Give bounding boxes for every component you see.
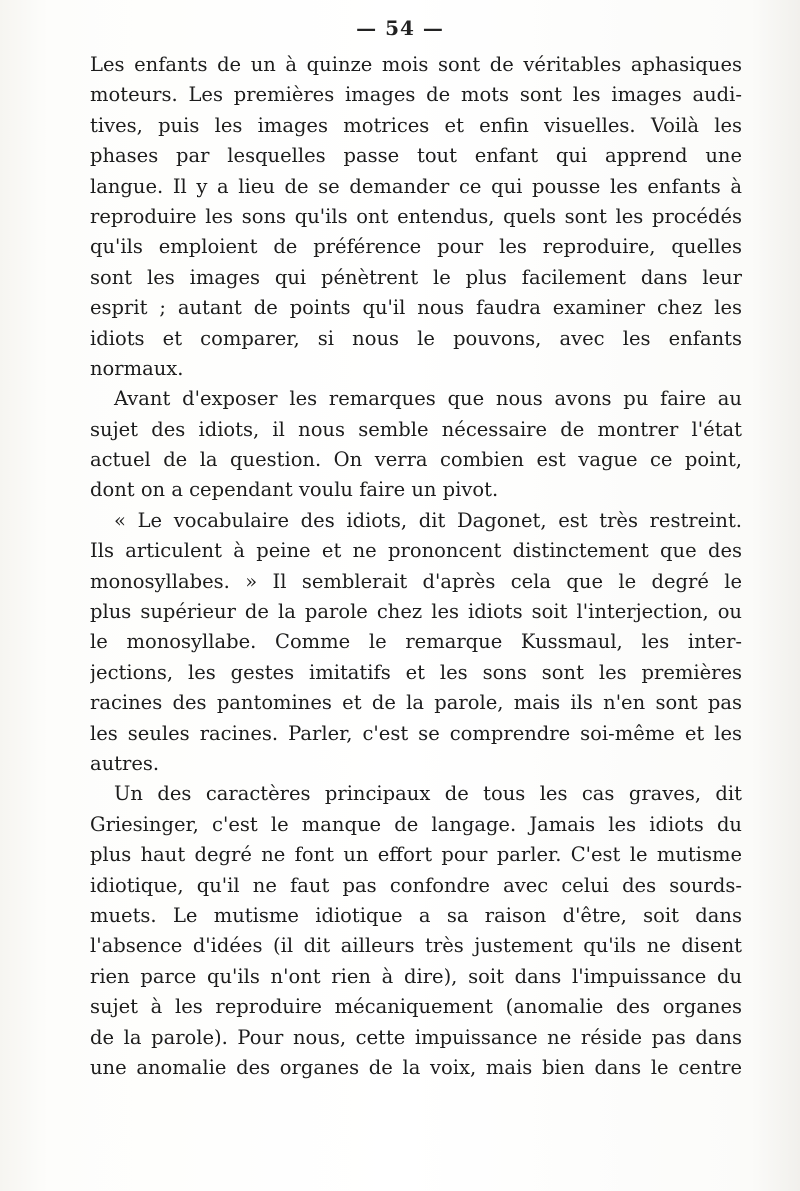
text-line: qu'ils emploient de préférence pour les reproduire, quelles	[90, 235, 742, 259]
text-line: de la parole). Pour nous, cette impuissance ne réside pas dans	[90, 1025, 742, 1049]
text-line: Avant d'exposer les remarques que nous avons pu faire au	[114, 387, 742, 411]
text-line: langue. Il y a lieu de se demander ce qui pousse les enfants à	[90, 174, 742, 198]
text-line: normaux.	[90, 356, 184, 380]
text-line: plus supérieur de la parole chez les idiots soit l'interjection, ou	[90, 600, 742, 624]
text-line: Un des caractères principaux de tous les cas graves, dit	[114, 782, 742, 806]
text-line: tives, puis les images motrices et enfin visuelles. Voilà les	[90, 113, 742, 137]
text-line: Griesinger, c'est le manque de langage. Jamais les idiots du	[90, 812, 742, 836]
text-line: plus haut degré ne font un effort pour parler. C'est le mutisme	[90, 843, 742, 867]
text-line: dont on a cependant voulu faire un pivot.	[90, 478, 499, 502]
text-line: rien parce qu'ils n'ont rien à dire), soit dans l'impuissance du	[90, 964, 742, 988]
text-line: le monosyllabe. Comme le remarque Kussmaul, les inter-	[90, 630, 742, 654]
text-line: Ils articulent à peine et ne prononcent distinctement que des	[90, 539, 742, 563]
text-line: Les enfants de un à quinze mois sont de véritables aphasiques	[90, 53, 742, 76]
text-line: muets. Le mutisme idiotique a sa raison d'être, soit dans	[90, 903, 742, 927]
text-line: sujet des idiots, il nous semble nécessaire de montrer l'état	[90, 417, 742, 441]
text-line: esprit ; autant de points qu'il nous faudra examiner chez les	[90, 296, 742, 320]
text-line: les seules racines. Parler, c'est se comprendre soi-même et les	[90, 721, 742, 745]
text-line: phases par lesquelles passe tout enfant qui apprend une	[90, 144, 742, 168]
text-line: sont les images qui pénètrent le plus facilement dans leur	[90, 265, 742, 289]
text-line: l'absence d'idées (il dit ailleurs très justement qu'ils ne disent	[90, 934, 742, 958]
text-line: une anomalie des organes de la voix, mais bien dans le centre	[90, 1055, 742, 1079]
page-number: — 54 —	[356, 16, 444, 40]
text-line: monosyllabes. » Il semblerait d'après cela que le degré le	[90, 569, 742, 593]
text-line: jections, les gestes imitatifs et les sons sont les premières	[90, 660, 742, 684]
text-line: autres.	[90, 751, 160, 775]
body-text	[90, 50, 742, 1083]
text-line: moteurs. Les premières images de mots sont les images audi-	[90, 83, 742, 107]
text-line: actuel de la question. On verra combien est vague ce point,	[90, 448, 742, 472]
text-line: idiotique, qu'il ne faut pas confondre avec celui des sourds-	[90, 873, 742, 897]
text-line: sujet à les reproduire mécaniquement (anomalie des organes	[90, 995, 742, 1019]
text-line: reproduire les sons qu'ils ont entendus, quels sont les procédés	[90, 204, 742, 228]
text-line: racines des pantomines et de la parole, mais ils n'en sont pas	[90, 691, 742, 715]
text-line: « Le vocabulaire des idiots, dit Dagonet, est très restreint.	[114, 508, 742, 532]
text-line: idiots et comparer, si nous le pouvons, avec les enfants	[90, 326, 742, 350]
